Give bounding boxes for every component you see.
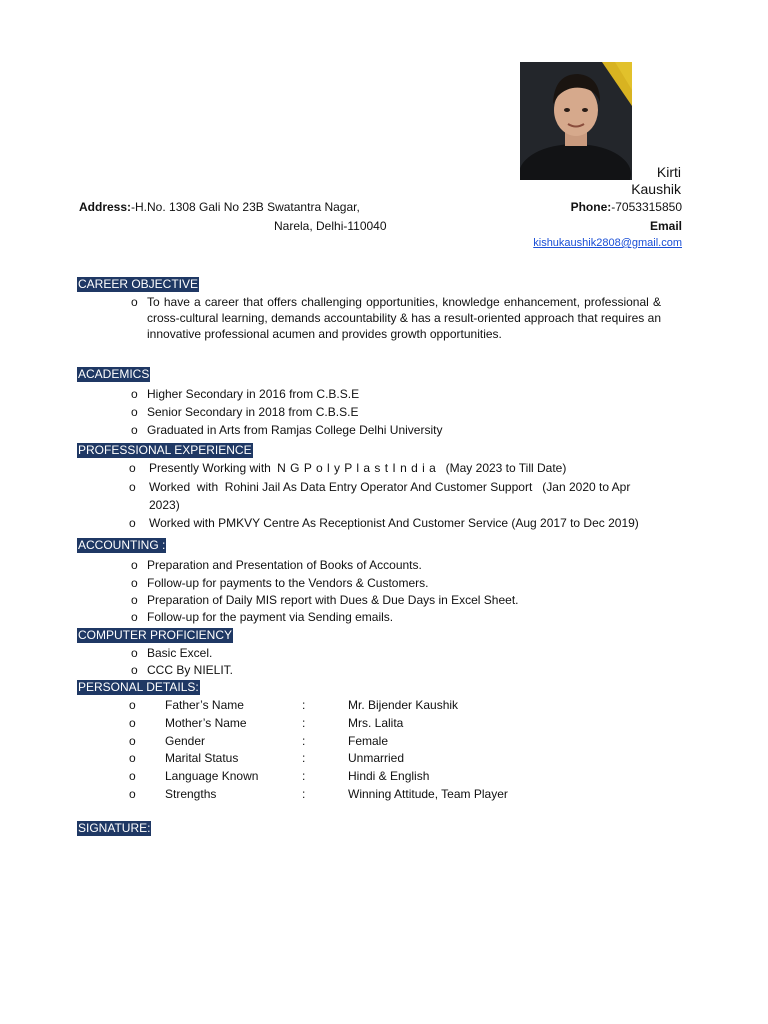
academics-item: Graduated in Arts from Ramjas College Delhi University [147,423,443,437]
phone-value: -7053315850 [611,200,682,214]
personal-separator: : [302,787,306,801]
bullet-icon: o [131,405,138,419]
experience-item [149,461,566,476]
phone-label: Phone: [570,200,612,214]
bullet-icon: o [129,698,136,712]
academics-item: Higher Secondary in 2016 from C.B.S.E [147,387,360,401]
personal-label: Language Known [165,769,259,783]
experience-heading: PROFESSIONAL EXPERIENCE [78,443,252,457]
email-link[interactable]: kishukaushik2808@gmail.com [533,237,682,249]
academics-heading: ACADEMICS [78,367,150,381]
person-photo-icon [520,62,632,180]
email-label: Email [649,219,682,233]
signature-heading: SIGNATURE: [78,821,151,835]
experience-prefix: Presently Working with [149,461,271,475]
bullet-icon: o [129,787,136,801]
computer-item: Basic Excel. [147,646,213,660]
accounting-item: Preparation and Presentation of Books of Accounts. [147,558,422,572]
personal-separator: : [302,734,306,748]
accounting-heading: ACCOUNTING : [78,538,166,552]
experience-item: Worked with Rohini Jail As Data Entry Operator And Customer Support (Jan 2020 to Apr [149,480,631,494]
address-value-1: -H.No. 1308 Gali No 23B Swatantra Nagar, [131,200,360,214]
computer-item: CCC By NIELIT. [147,663,234,677]
candidate-first-name: Kirti [656,164,681,180]
address-line-1 [79,200,360,215]
personal-label: Marital Status [165,751,239,765]
experience-company: N G P o l y P l a s t I n d i a [277,461,437,475]
bullet-icon: o [131,558,138,572]
personal-value: Female [348,734,389,748]
phone [571,200,682,215]
bullet-icon: o [129,480,136,494]
experience-item-continued: 2023) [149,498,180,512]
personal-label: Father’s Name [165,698,244,712]
bullet-icon: o [129,461,136,475]
bullet-icon: o [129,516,136,530]
accounting-item: Follow-up for the payment via Sending emails. [147,610,394,624]
bullet-icon: o [129,734,136,748]
personal-label: Strengths [165,787,217,801]
personal-separator: : [302,716,306,730]
computer-heading: COMPUTER PROFICIENCY [78,628,233,642]
career-objective-heading: CAREER OBJECTIVE [78,277,199,291]
bullet-icon: o [131,387,138,401]
address-line-2: Narela, Delhi-110040 [274,219,387,233]
accounting-item: Preparation of Daily MIS report with Dues & Due Days in Excel Sheet. [147,593,519,607]
bullet-icon: o [131,295,138,309]
personal-value: Mrs. Lalita [348,716,404,730]
personal-heading: PERSONAL DETAILS: [78,680,199,694]
experience-item: Worked with PMKVY Centre As Receptionist And Customer Service (Aug 2017 to Dec 2019) [149,516,639,530]
personal-value: Mr. Bijender Kaushik [348,698,459,712]
bullet-icon: o [131,663,138,677]
personal-value: Hindi & English [348,769,430,783]
candidate-last-name: Kaushik [631,181,681,197]
profile-photo [520,62,632,180]
bullet-icon: o [131,610,138,624]
bullet-icon: o [129,716,136,730]
bullet-icon: o [131,646,138,660]
personal-label: Mother’s Name [165,716,247,730]
academics-item: Senior Secondary in 2018 from C.B.S.E [147,405,359,419]
address-label: Address: [79,200,132,214]
personal-separator: : [302,751,306,765]
accounting-item: Follow-up for payments to the Vendors & Customers. [147,576,429,590]
personal-label: Gender [165,734,206,748]
bullet-icon: o [131,423,138,437]
personal-value: Winning Attitude, Team Player [348,787,508,801]
experience-period: (May 2023 to Till Date) [445,461,567,475]
career-objective-text: To have a career that offers challenging opportunities, knowledge enhancement, professional & cross-cultural learning, demands accountability & has a result-oriented approach that requires an innovative professional acumen and provides growth opportunities. [147,295,661,341]
bullet-icon: o [129,769,136,783]
bullet-icon: o [131,593,138,607]
bullet-icon: o [131,576,138,590]
personal-value: Unmarried [348,751,405,765]
personal-separator: : [302,769,306,783]
personal-separator: : [302,698,306,712]
bullet-icon: o [129,751,136,765]
